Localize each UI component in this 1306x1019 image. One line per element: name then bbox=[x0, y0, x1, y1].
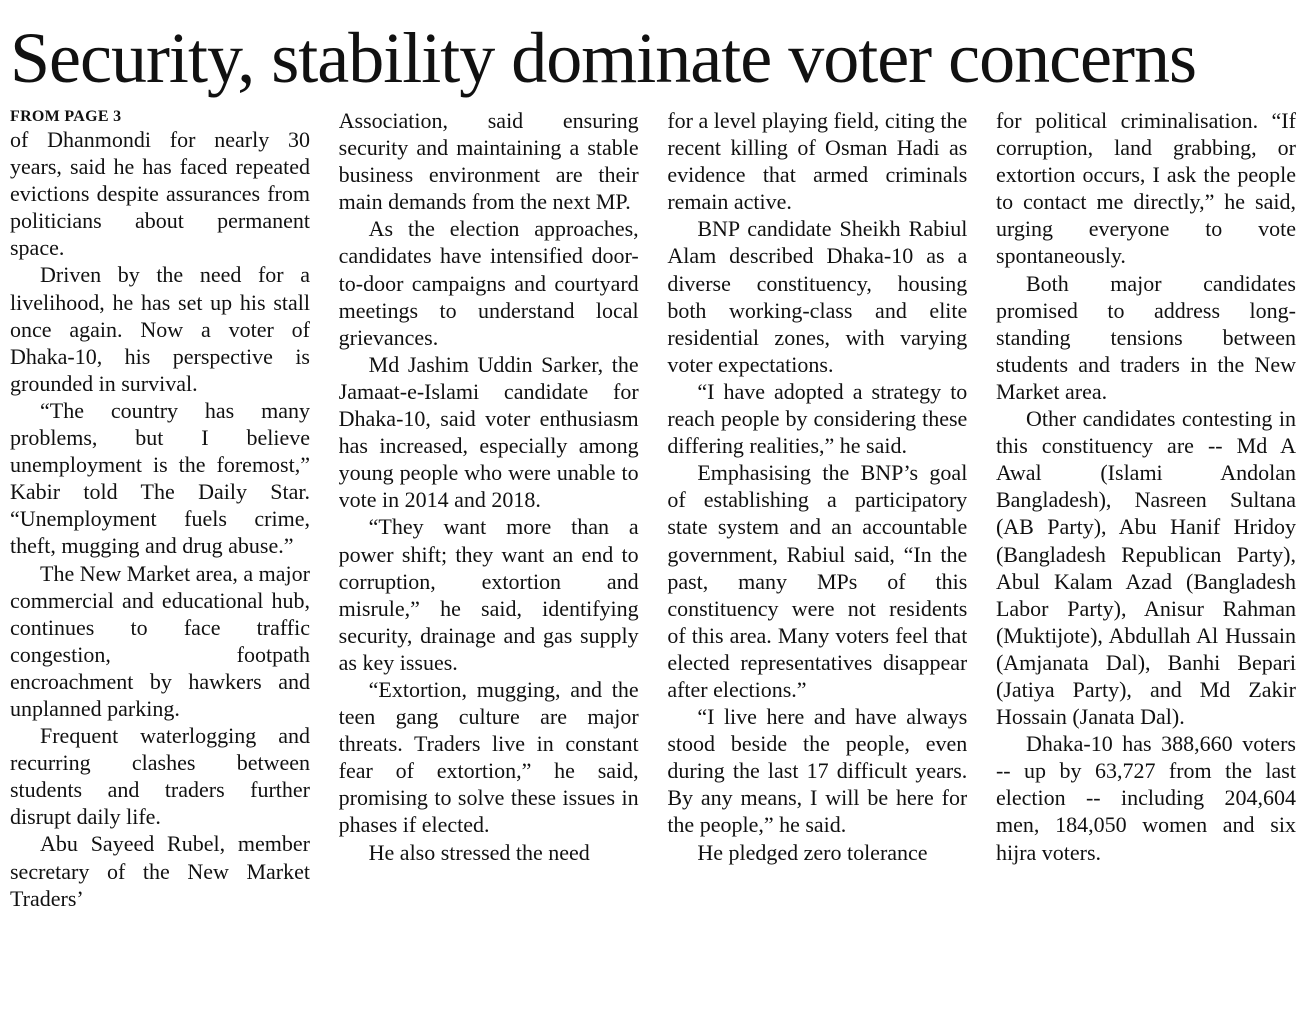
paragraph: Driven by the need for a livelihood, he has set up his stall once again. Now a voter of Dhaka-10, his perspective is grounded in survival. bbox=[10, 262, 310, 396]
paragraph: “Extortion, mugging, and the teen gang culture are major threats. Traders live in constant fear of extortion,” he said, promising to solve these issues in phases if elected. bbox=[338, 676, 639, 838]
paragraph: Other candidates contesting in this constituency are -- Md A Awal (Islami Andolan Bangladesh), Nasreen Sultana (AB Party), Abu Hanif Hridoy (Bangladesh Republican Party), Abul Kalam Azad (Bangladesh Labor Party), Anisur Rahman (Muktijote), Abdullah Al Hussain (Amjanata Dal), Banhi Bepari (Jatiya Party), and Md Zakir Hossain (Janata Dal). bbox=[995, 406, 1296, 730]
paragraph: Frequent waterlogging and recurring clashes between students and traders further disrupt daily life. bbox=[10, 723, 310, 830]
paragraph: Abu Sayeed Rubel, member secretary of the New Market Traders’ bbox=[10, 831, 310, 911]
continuation-kicker: FROM PAGE 3 bbox=[10, 108, 122, 125]
article-body bbox=[10, 107, 1296, 1012]
paragraph: Dhaka-10 has 388,660 voters -- up by 63,727 from the last election -- including 204,604 men, 184,050 women and six hijra voters. bbox=[995, 731, 1296, 865]
headline: Security, stability dominate voter concerns bbox=[10, 18, 1196, 98]
paragraph: He pledged zero tolerance bbox=[697, 839, 928, 865]
paragraph: Association, said ensuring security and maintaining a stable business environment are their main demands from the next MP. bbox=[338, 108, 639, 215]
paragraph: “The country has many problems, but I believe unemployment is the foremost,” Kabir told The Daily Star. “Unemployment fuels crime, theft, mugging and drug abuse.” bbox=[10, 397, 310, 559]
paragraph: “I have adopted a strategy to reach people by considering these differing realities,” he said. bbox=[667, 378, 968, 459]
paragraph: As the election approaches, candidates have intensified door-to-door campaigns and courtyard meetings to understand local grievances. bbox=[338, 216, 639, 350]
paragraph: “They want more than a power shift; they want an end to corruption, extortion and misrule,” he said, identifying security, drainage and gas supply as key issues. bbox=[338, 514, 639, 675]
paragraph: BNP candidate Sheikh Rabiul Alam described Dhaka-10 as a diverse constituency, housing both working-class and elite residential zones, with varying voter expectations. bbox=[667, 216, 968, 377]
column-3 bbox=[667, 107, 967, 1012]
column-2 bbox=[339, 107, 639, 1012]
paragraph: “I live here and have always stood beside the people, even during the last 17 difficult years. By any means, I will be here for the people,” he said. bbox=[667, 704, 968, 838]
paragraph: for political criminalisation. “If corruption, land grabbing, or extortion occurs, I ask the people to contact me directly,” he said, urging everyone to vote spontaneously. bbox=[995, 108, 1296, 269]
paragraph: Md Jashim Uddin Sarker, the Jamaat-e-Islami candidate for Dhaka-10, said voter enthusiasm has increased, especially among young people who were unable to vote in 2014 and 2018. bbox=[338, 351, 639, 513]
column-1 bbox=[10, 107, 310, 1012]
paragraph: for a level playing field, citing the recent killing of Osman Hadi as evidence that armed criminals remain active. bbox=[667, 108, 968, 215]
paragraph: Emphasising the BNP’s goal of establishing a participatory state system and an accountable government, Rabiul said, “In the past, many MPs of this constituency were not residents of this area. Many voters feel that elected representatives disappear after elections.” bbox=[667, 460, 968, 702]
paragraph: Both major candidates promised to address long-standing tensions between students and traders in the New Market area. bbox=[995, 270, 1296, 404]
paragraph: The New Market area, a major commercial and educational hub, continues to face traffic congestion, footpath encroachment by hawkers and unplanned parking. bbox=[10, 560, 310, 721]
column-4 bbox=[996, 107, 1296, 1012]
paragraph: He also stressed the need bbox=[368, 839, 590, 865]
paragraph: of Dhanmondi for nearly 30 years, said he has faced repeated evictions despite assurances from politicians about permanent space. bbox=[10, 127, 310, 261]
